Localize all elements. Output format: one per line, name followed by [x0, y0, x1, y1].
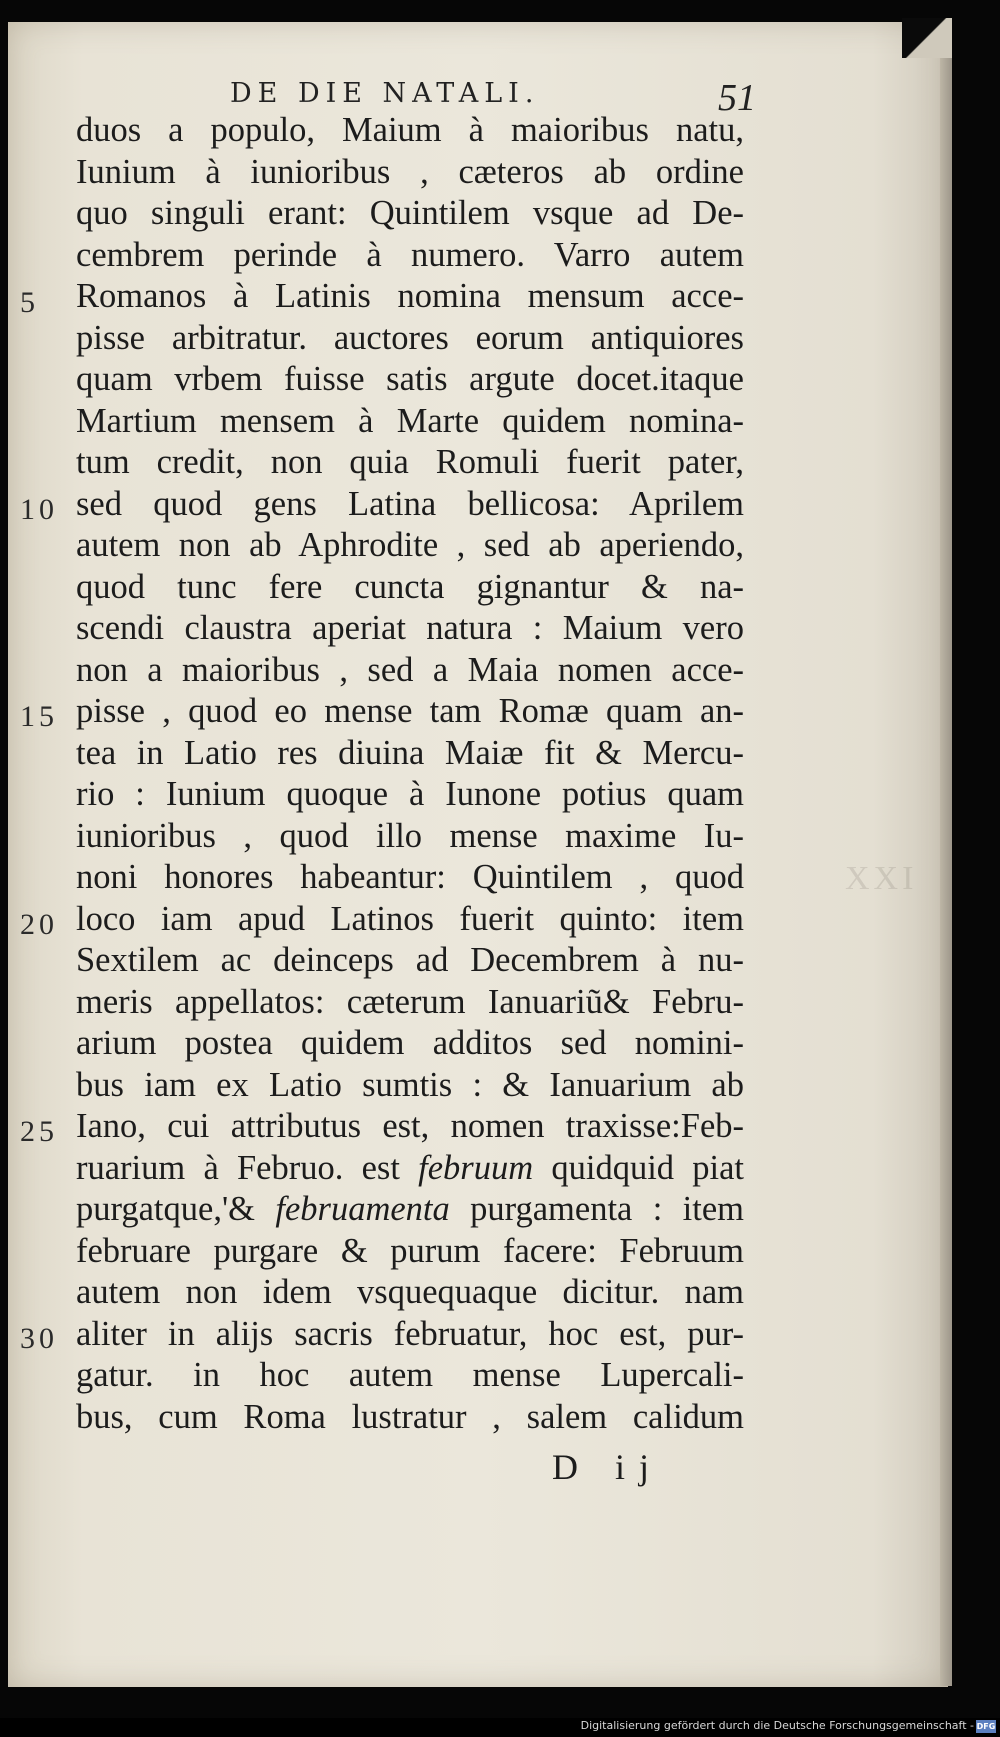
- text-line: bus, cum Roma lustratur , salem calidum: [76, 1397, 744, 1436]
- text-line: meris appellatos: cæterum Ianuariũ& Febru-: [76, 982, 744, 1021]
- text-line: Romanos à Latinis nomina mensum acce-: [76, 277, 744, 315]
- signature-mark: D ij: [552, 1447, 664, 1487]
- text-line: Martium mensem à Marte quidem nomina-: [76, 401, 744, 440]
- text-line: autem non idem vsquequaque dicitur. nam: [76, 1273, 744, 1311]
- text-line: loco iam apud Latinos fuerit quinto: item: [76, 899, 744, 938]
- text-line: bus iam ex Latio sumtis : & Ianuarium ab: [76, 1065, 744, 1104]
- text-line: ruarium à Februo. est februum quidquid piat: [76, 1148, 744, 1187]
- text-line: quo singuli erant: Quintilem vsque ad De-: [76, 194, 744, 232]
- text-line: quam vrbem fuisse satis argute docet.itaque: [76, 360, 744, 398]
- line-number: 5: [20, 286, 39, 319]
- text-line: cembrem perinde à numero. Varro autem: [76, 235, 744, 274]
- text-line: Iunium à iunioribus , cæteros ab ordine: [76, 152, 744, 191]
- text-line: iunioribus , quod illo mense maxime Iu-: [76, 816, 744, 855]
- page-corner: [902, 18, 952, 58]
- text-line: pisse arbitratur. auctores eorum antiquiores: [76, 318, 744, 357]
- text-line: februare purgare & purum facere: Februum: [76, 1231, 744, 1270]
- text-line: arium postea quidem additos sed nomini-: [76, 1024, 744, 1062]
- page-number: 51: [718, 77, 756, 119]
- page-edge: [940, 18, 952, 1686]
- text-line: pisse , quod eo mense tam Romæ quam an-: [76, 692, 744, 730]
- text-line: gatur. in hoc autem mense Lupercali-: [76, 1356, 744, 1394]
- running-head: DE DIE NATALI.: [230, 78, 540, 109]
- text-line: noni honores habeantur: Quintilem , quod: [76, 858, 744, 896]
- line-number: 15: [20, 700, 58, 733]
- text-line: non a maioribus , sed a Maia nomen acce-: [76, 650, 744, 689]
- text-line: purgatque,'& februamenta purgamenta : item: [76, 1190, 744, 1228]
- line-number: 25: [20, 1115, 58, 1148]
- line-number: 10: [20, 493, 58, 526]
- funding-notice: Digitalisierung gefördert durch die Deutsche Forschungsgemeinschaft -: [580, 1719, 974, 1732]
- text-line: tea in Latio res diuina Maiæ fit & Mercu-: [76, 733, 744, 772]
- text-line: aliter in alijs sacris februatur, hoc est, pur-: [76, 1314, 744, 1353]
- text-line: quod tunc fere cuncta gignantur & na-: [76, 567, 744, 606]
- bleed-through-text: XXI: [845, 860, 918, 897]
- text-line: sed quod gens Latina bellicosa: Aprilem: [76, 484, 744, 523]
- line-number: 20: [20, 908, 58, 941]
- body-text: [76, 110, 744, 1438]
- text-line: tum credit, non quia Romuli fuerit pater,: [76, 443, 744, 481]
- text-line: duos a populo, Maium à maioribus natu,: [76, 111, 744, 149]
- text-line: scendi claustra aperiat natura : Maium vero: [76, 609, 744, 647]
- text-line: Iano, cui attributus est, nomen traxisse:Feb-: [76, 1107, 744, 1145]
- text-line: autem non ab Aphrodite , sed ab aperiendo,: [76, 526, 744, 564]
- dfg-logo-icon: DFG: [976, 1722, 996, 1731]
- line-number: 30: [20, 1322, 58, 1355]
- text-line: rio : Iunium quoque à Iunone potius quam: [76, 775, 744, 813]
- text-line: Sextilem ac deinceps ad Decembrem à nu-: [76, 941, 744, 979]
